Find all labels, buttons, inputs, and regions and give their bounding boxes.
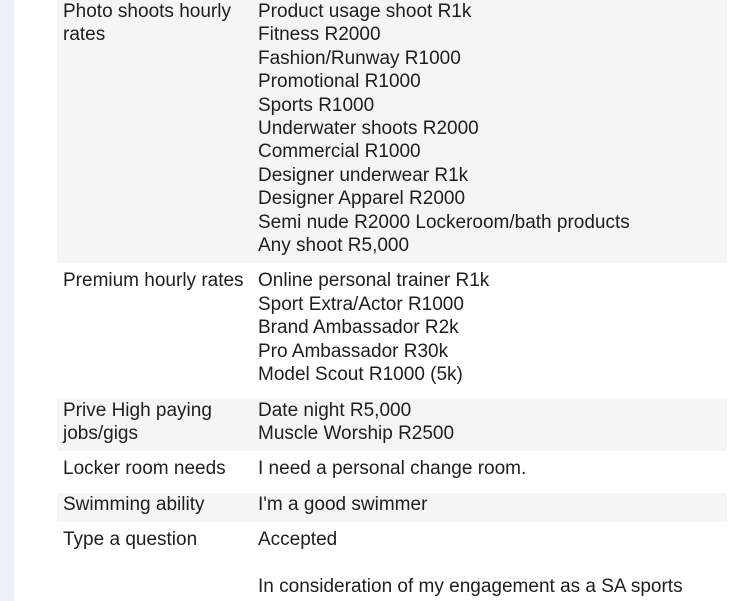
- value-line: Designer underwear R1k: [258, 164, 469, 186]
- value-line: Commercial R1000: [258, 141, 421, 163]
- table-row: [57, 493, 727, 522]
- value-line: Muscle Worship R2500: [258, 422, 455, 444]
- value-line: Promotional R1000: [258, 71, 421, 93]
- response-table: [57, 0, 727, 601]
- value-line: Sport Extra/Actor R1000: [258, 293, 464, 315]
- table-row: [57, 457, 727, 486]
- value-line: Fitness R2000: [258, 24, 381, 46]
- table-row: [57, 528, 727, 601]
- value-line: In consideration of my engagement as a SA sports: [258, 575, 683, 597]
- row-values: [258, 457, 727, 480]
- row-label: Prive High paying jobs/gigs: [63, 399, 212, 444]
- value-line: Semi nude R2000 Lockeroom/bath products: [258, 211, 630, 233]
- table-row: [57, 269, 727, 392]
- table-row: [57, 399, 727, 452]
- row-values: [258, 399, 727, 446]
- row-label: Swimming ability: [63, 493, 205, 515]
- value-line: Brand Ambassador R2k: [258, 317, 459, 339]
- left-margin-strip: [0, 0, 14, 601]
- row-values: [258, 528, 727, 598]
- value-line: Online personal trainer R1k: [258, 270, 490, 292]
- row-values: [258, 0, 727, 257]
- value-line: Accepted: [258, 529, 338, 551]
- value-line: Sports R1000: [258, 94, 375, 116]
- value-line: I need a personal change room.: [258, 458, 527, 480]
- value-line: Designer Apparel R2000: [258, 188, 466, 210]
- value-line: Date night R5,000: [258, 399, 412, 421]
- row-label: Premium hourly rates: [63, 270, 244, 292]
- value-line: Fashion/Runway R1000: [258, 47, 461, 69]
- value-line: I'm a good swimmer: [258, 493, 428, 515]
- row-values: [258, 493, 727, 516]
- value-line: Model Scout R1000 (5k): [258, 364, 463, 386]
- row-label: Type a question: [63, 529, 198, 551]
- value-line: Underwater shoots R2000: [258, 118, 479, 140]
- value-line: Any shoot R5,000: [258, 235, 410, 257]
- value-line: Pro Ambassador R30k: [258, 340, 449, 362]
- row-label: Photo shoots hourly rates: [63, 1, 231, 46]
- value-line: Product usage shoot R1k: [258, 1, 472, 22]
- value-spacer: [258, 552, 727, 575]
- row-values: [258, 269, 727, 386]
- table-row: [57, 0, 727, 263]
- row-label: Locker room needs: [63, 458, 226, 480]
